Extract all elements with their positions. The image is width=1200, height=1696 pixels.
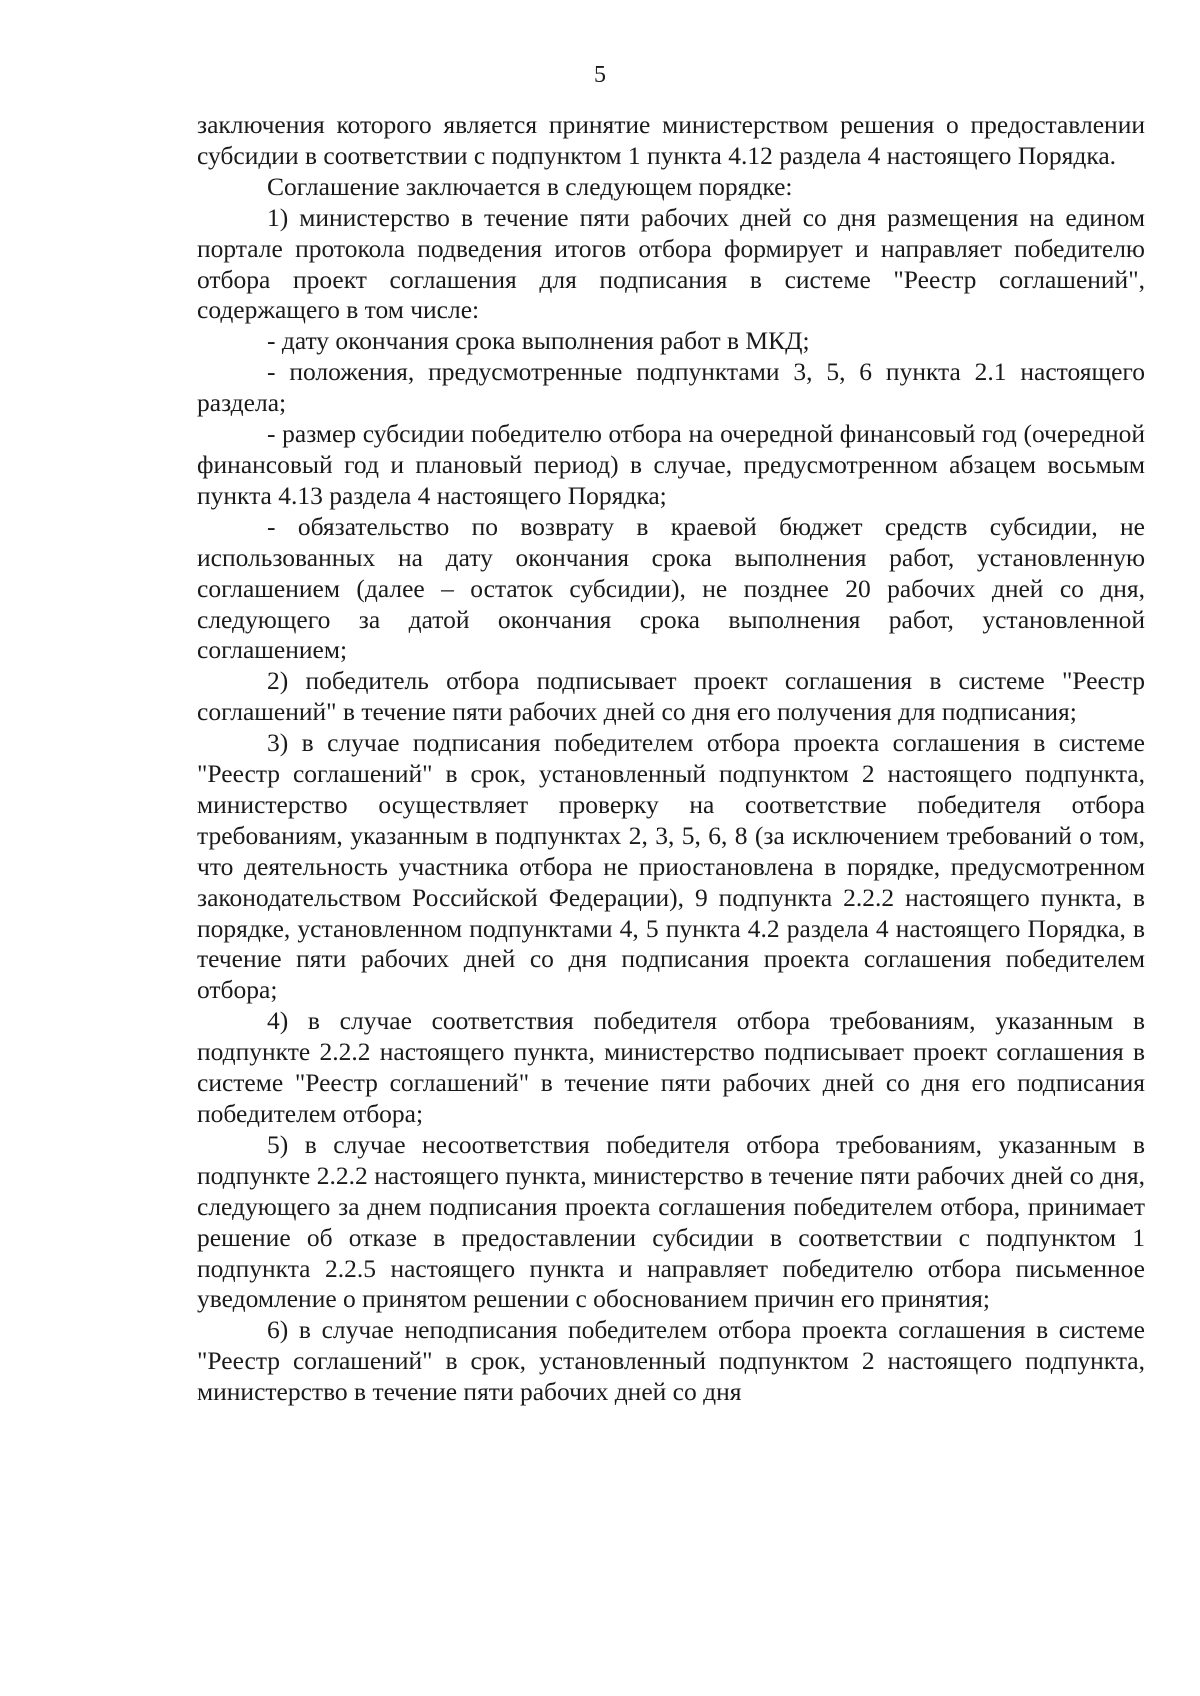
- paragraph-agreement-order: Соглашение заключается в следующем порядке:: [267, 171, 793, 201]
- document-body: [197, 110, 1145, 1408]
- paragraph-item-6: 6) в случае неподписания победителем отбора проекта соглашения в системе "Реестр соглашений" в срок, установленный подпунктом 2 настоящего подпункта, министерство в течение пяти рабочих дней со дня: [197, 1315, 1145, 1407]
- paragraph-item-1-dash-obligation: - обязательство по возврату в краевой бюджет средств субсидии, не использованных на дату окончания срока выполнения работ, установленную соглашением (далее – остаток субсидии), не позднее 20 рабочих дней со дня, следующего за датой окончания срока выполнения работ, установленной соглашением;: [197, 511, 1145, 665]
- paragraph-item-4: 4) в случае соответствия победителя отбора требованиям, указанным в подпункте 2.2.2 настоящего пункта, министерство подписывает проект соглашения в системе "Реестр соглашений" в течение пяти рабочих дней со дня его подписания победителем отбора;: [197, 1006, 1145, 1128]
- paragraph-item-3: 3) в случае подписания победителем отбора проекта соглашения в системе "Реестр соглашений" в срок, установленный подпунктом 2 настоящего подпункта, министерство осуществляет проверку на соответствие победителя отбора требованиям, указанным в подпунктах 2, 3, 5, 6, 8 (за исключением требований о том, что деятельность участника отбора не приостановлена в порядке, предусмотренном законодательством Российской Федерации), 9 подпункта 2.2.2 настоящего пункта, в порядке, установленном подпунктами 4, 5 пункта 4.2 раздела 4 настоящего Порядка, в течение пяти рабочих дней со дня подписания проекта соглашения победителем отбора;: [197, 728, 1145, 1005]
- page-number: 5: [594, 62, 606, 88]
- paragraph-item-5: 5) в случае несоответствия победителя отбора требованиям, указанным в подпункте 2.2.2 настоящего пункта, министерство в течение пяти рабочих дней со дня, следующего за днем подписания проекта соглашения победителем отбора, принимает решение об отказе в предоставлении субсидии в соответствии с подпунктом 1 подпункта 2.2.5 настоящего пункта и направляет победителю отбора письменное уведомление о принятом решении с обоснованием причин его принятия;: [197, 1129, 1145, 1314]
- paragraph-item-2: 2) победитель отбора подписывает проект соглашения в системе "Реестр соглашений" в течение пяти рабочих дней со дня его получения для подписания;: [197, 666, 1145, 727]
- paragraph-continuation: заключения которого является принятие министерством решения о предоставлении субсидии в соответствии с подпунктом 1 пункта 4.12 раздела 4 настоящего Порядка.: [197, 110, 1145, 170]
- paragraph-item-1-dash-subsidy-size: - размер субсидии победителю отбора на очередной финансовый год (очередной финансовый год и плановый период) в случае, предусмотренном абзацем восьмым пункта 4.13 раздела 4 настоящего Порядка;: [197, 419, 1145, 510]
- paragraph-item-1-dash-date: - дату окончания срока выполнения работ в МКД;: [267, 326, 810, 356]
- paragraph-item-1: 1) министерство в течение пяти рабочих дней со дня размещения на едином портале протокола подведения итогов отбора формирует и направляет победителю отбора проект соглашения для подписания в системе "Реестр соглашений", содержащего в том числе:: [197, 202, 1145, 325]
- paragraph-item-1-dash-provisions: - положения, предусмотренные подпунктами 3, 5, 6 пункта 2.1 настоящего раздела;: [197, 357, 1145, 418]
